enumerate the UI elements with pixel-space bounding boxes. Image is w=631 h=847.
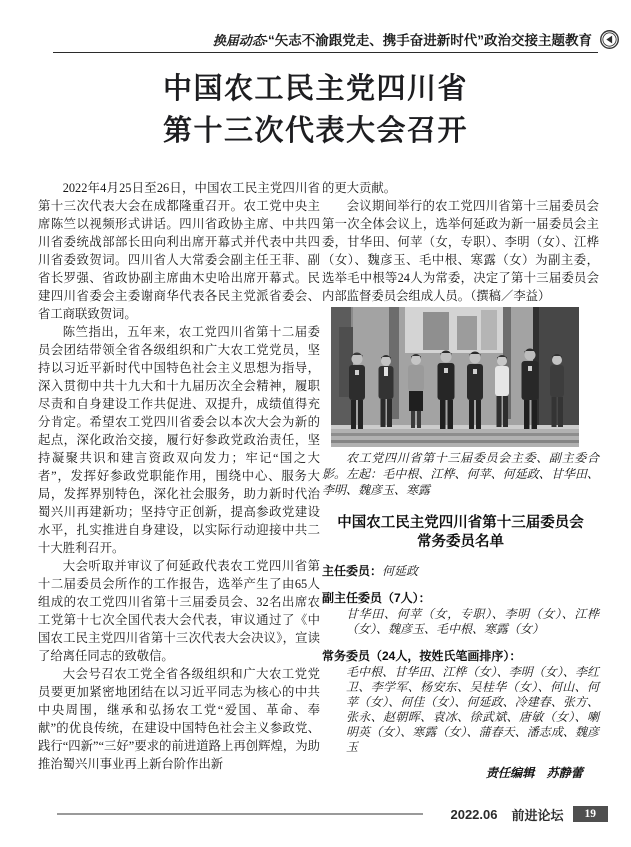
footer-journal-name: 前进论坛 <box>511 807 564 823</box>
standing-members-label: 常务委员（24人，按姓氏笔画排序）： <box>322 649 522 663</box>
paragraph-4-continuation: 的更大贡献。 <box>322 181 397 195</box>
article-title-line1: 中国农工民主党四川省 <box>162 73 468 105</box>
right-column <box>322 179 599 782</box>
namelist-title <box>322 514 599 552</box>
left-column <box>38 179 320 773</box>
editor-credit <box>322 764 599 782</box>
namelist-section <box>322 514 599 782</box>
vice-chairmen-label: 副主任委员（7人）： <box>322 591 431 605</box>
page-footer <box>57 805 608 823</box>
article-title <box>0 68 631 152</box>
chairman-name: 何延政 <box>382 564 419 578</box>
standing-members-block <box>322 649 599 755</box>
group-photo-image <box>331 307 579 447</box>
editor-label: 责任编辑 <box>485 766 535 780</box>
photo-caption: 农工党四川省第十三届委员会主委、副主委合影。左起：毛中根、江桦、何苹、何延政、甘华田、李明、魏彦玉、寒露 <box>322 451 599 497</box>
chairman-row <box>322 564 599 579</box>
paragraph-4: 大会号召农工党全省各级组织和广大农工党党员要更加紧密地团结在以习近平同志为核心的中共中央周围，继承和弘扬农工党“爱国、革命、奉献”的优良传统，在建设中国特色社会主义参政党、践行“四新”“三好”要求的前进道路上再创辉煌，为助推治蜀兴川事业再上新台阶作出新 <box>38 667 320 771</box>
namelist-title-line1: 中国农工民主党四川省第十三届委员会 <box>337 515 584 531</box>
footer-issue: 2022.06 <box>450 806 498 822</box>
header-topic-label: 换届动态· <box>212 32 268 48</box>
paragraph-2: 陈竺指出，五年来，农工党四川省第十二届委员会团结带领全省各级组织和广大农工党党员，坚持以习近平新时代中国特色社会主义思想为指导，深入贯彻中共十九大和十九届历次全会精神，履职尽责和自身建设工作共促进、双提升，成绩值得充分肯定。希望农工党四川省委会以本次大会为新的起点，深化政治交接，履行好参政党政治责任，坚持凝聚共识和建言资政双向发力；牢记“国之大者”，发挥好参政党职能作用，围绕中心、服务大局，发挥界别特色，深化社会服务，助力新时代治蜀兴川再建新功；坚持守正创新，提高参政党建设水平，扎实推进自身建设，以实际行动迎接中共二十大胜利召开。 <box>38 325 320 555</box>
standing-members-names: 毛中根、甘华田、江桦（女）、李明（女）、李红卫、李学军、杨安东、吴桂华（女）、何山、何苹（女）、何佳（女）、何延政、冷建春、张方、张永、赵朝晖、袁冰、徐武斌、唐敏（女）、喇明英（女）、寒露（女）、蒲春天、潘志成、魏彦玉 <box>346 665 599 754</box>
paragraph-5: 会议期间举行的农工党四川省第十三届委员会第一次全体会议上，选举何延政为新一届委员会主委，甘华田、何苹（女，专职）、李明（女）、江桦（女）、魏彦玉、毛中根、寒露（女）为副主委，选举毛中根等24人为常委，决定了第十三届委员会内部监督委员会组成人员。（撰稿／李益） <box>322 199 599 303</box>
circle-back-arrow-icon <box>599 29 620 50</box>
paragraph-1: 2022年4月25日至26日，中国农工民主党四川省第十三次代表大会在成都隆重召开。农工党中央主席陈竺以视频形式讲话。四川省政协主席、中共四川省委统战部部长田向利出席开幕式并代表中共四川省委致贺词。四川省人大常委会副主任王菲、副省长罗强、省政协副主席曲木史哈出席开幕式。民建四川省委会主委谢商华代表各民主党派省委会、省工商联致贺词。 <box>38 181 320 321</box>
page-header <box>30 27 620 51</box>
paragraph-3: 大会听取并审议了何延政代表农工党四川省第十二届委员会所作的工作报告，选举产生了由65人组成的农工党四川省第十三届委员会、32名出席农工党第十七次全国代表大会代表，审议通过了《中国农工民主党四川省第十三次代表大会决议》，宣读了给离任同志的致敬信。 <box>38 559 320 663</box>
footer-rule <box>57 813 423 815</box>
group-photo <box>331 307 579 447</box>
namelist-title-line2: 常务委员名单 <box>417 534 504 550</box>
vice-chairmen-names: 甘华田、何苹（女，专职）、李明（女）、江桦（女）、魏彦玉、毛中根、寒露（女） <box>346 607 599 636</box>
header-rule <box>53 52 598 53</box>
chairman-label: 主任委员： <box>322 564 383 578</box>
article-title-line2: 第十三次代表大会召开 <box>162 115 468 147</box>
header-text <box>213 29 592 50</box>
editor-name: 苏静蕾 <box>546 766 583 780</box>
footer-page-number: 19 <box>573 806 609 822</box>
vice-chairmen-block <box>322 591 599 637</box>
header-theme-label: “矢志不渝跟党走、携手奋进新时代”政治交接主题教育 <box>268 32 592 48</box>
